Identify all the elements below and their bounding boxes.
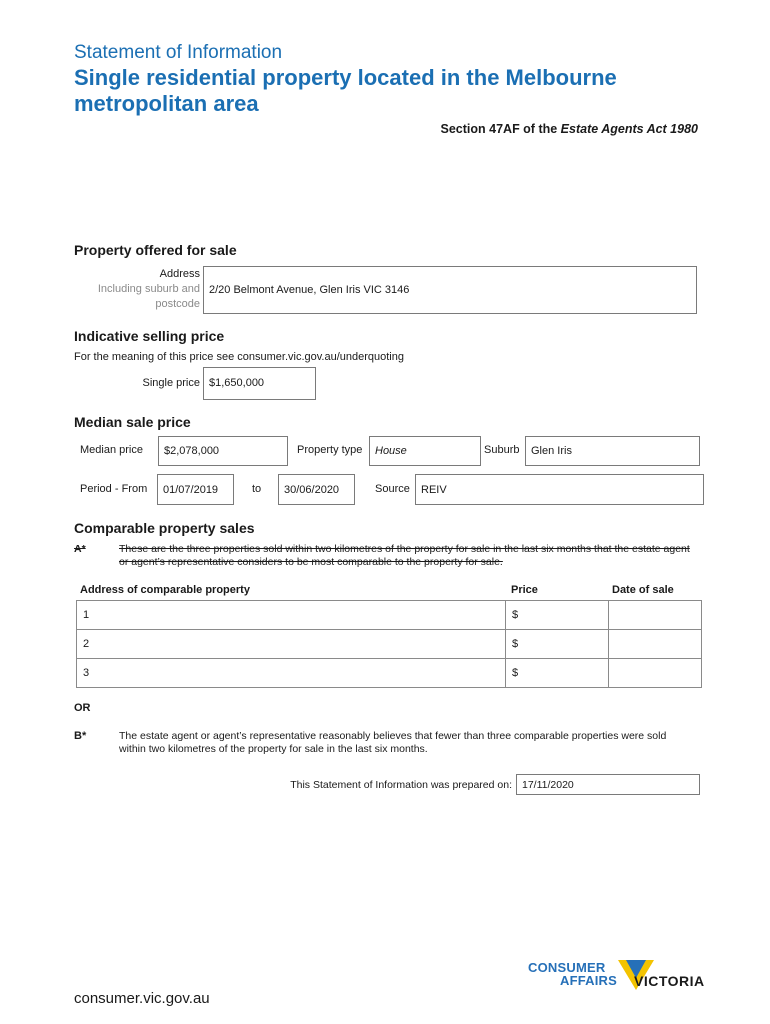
col-address-header: Address of comparable property [80, 584, 250, 596]
col-date-header: Date of sale [612, 584, 674, 596]
logo-line-affairs: AFFAIRS [560, 973, 618, 988]
section-prefix: Section 47AF of the [440, 122, 561, 136]
address-label: Address [159, 268, 200, 280]
period-from-field[interactable]: 01/07/2019 [157, 474, 234, 505]
statement-heading: Statement of Information [74, 42, 283, 63]
table-row [77, 659, 702, 688]
col-price-header: Price [511, 584, 538, 596]
indicative-heading: Indicative selling price [74, 328, 225, 344]
comparable-price-cell[interactable] [506, 630, 609, 659]
price-value: $ [512, 638, 519, 650]
to-label: to [252, 483, 262, 495]
comparable-address-cell[interactable] [77, 659, 506, 688]
option-b-label: B* [74, 730, 87, 742]
suburb-label: Suburb [484, 444, 520, 456]
period-to-field[interactable]: 30/06/2020 [278, 474, 355, 505]
comparable-address-cell[interactable] [77, 601, 506, 630]
source-label: Source [375, 483, 410, 495]
row-number: 3 [83, 667, 90, 679]
single-price-field[interactable]: $1,650,000 [203, 367, 316, 400]
consumer-affairs-victoria-logo [528, 958, 704, 994]
comparable-date-cell[interactable] [609, 659, 702, 688]
price-value: $ [512, 609, 519, 621]
comparable-price-cell[interactable] [506, 659, 609, 688]
row-number: 2 [83, 638, 90, 650]
comparable-date-cell[interactable] [609, 601, 702, 630]
address-field[interactable]: 2/20 Belmont Avenue, Glen Iris VIC 3146 [203, 266, 697, 314]
address-sub-label-1: Including suburb and [97, 283, 200, 295]
address-sub-label-2: postcode [155, 298, 200, 310]
source-field[interactable]: REIV [415, 474, 704, 505]
comparable-address-cell[interactable] [77, 630, 506, 659]
option-a-text: These are the three properties sold within two kilometres of the property for sale in the last six months that the estate agent or agent’s representative considers to be most comparable to the property for sale. [119, 543, 690, 568]
page-title: Single residential property located in the Melbourne metropolitan area [74, 65, 617, 116]
property-heading: Property offered for sale [74, 242, 237, 258]
underquoting-note: For the meaning of this price see consumer.vic.gov.au/underquoting [74, 351, 404, 363]
option-a-label: A* [74, 543, 86, 555]
prepared-on-label: This Statement of Information was prepared on: [290, 779, 512, 791]
comparable-table [76, 600, 702, 688]
footer-url[interactable]: consumer.vic.gov.au [74, 990, 210, 1007]
median-price-label: Median price [80, 444, 143, 456]
price-value: $ [512, 667, 519, 679]
or-label: OR [74, 702, 91, 714]
single-price-label: Single price [142, 377, 200, 389]
act-name: Estate Agents Act 1980 [560, 122, 698, 136]
property-type-field[interactable]: House [369, 436, 481, 466]
property-type-label: Property type [297, 444, 363, 456]
suburb-field[interactable]: Glen Iris [525, 436, 700, 466]
option-b-text: The estate agent or agent’s representative reasonably believes that fewer than three comparable properties were sold within two kilometres of the property for sale in the last six months. [119, 730, 667, 755]
section-reference [441, 122, 698, 136]
table-row [77, 601, 702, 630]
comparable-price-cell[interactable] [506, 601, 609, 630]
period-from-label: Period - From [80, 483, 148, 495]
table-row [77, 630, 702, 659]
comparable-date-cell[interactable] [609, 630, 702, 659]
logo-line-consumer: CONSUMER [528, 960, 606, 975]
logo-line-victoria: VICTORIA [634, 973, 705, 989]
comparable-heading: Comparable property sales [74, 520, 255, 536]
median-price-field[interactable]: $2,078,000 [158, 436, 288, 466]
row-number: 1 [83, 609, 90, 621]
prepared-date-field[interactable]: 17/11/2020 [516, 774, 700, 795]
median-heading: Median sale price [74, 414, 191, 430]
